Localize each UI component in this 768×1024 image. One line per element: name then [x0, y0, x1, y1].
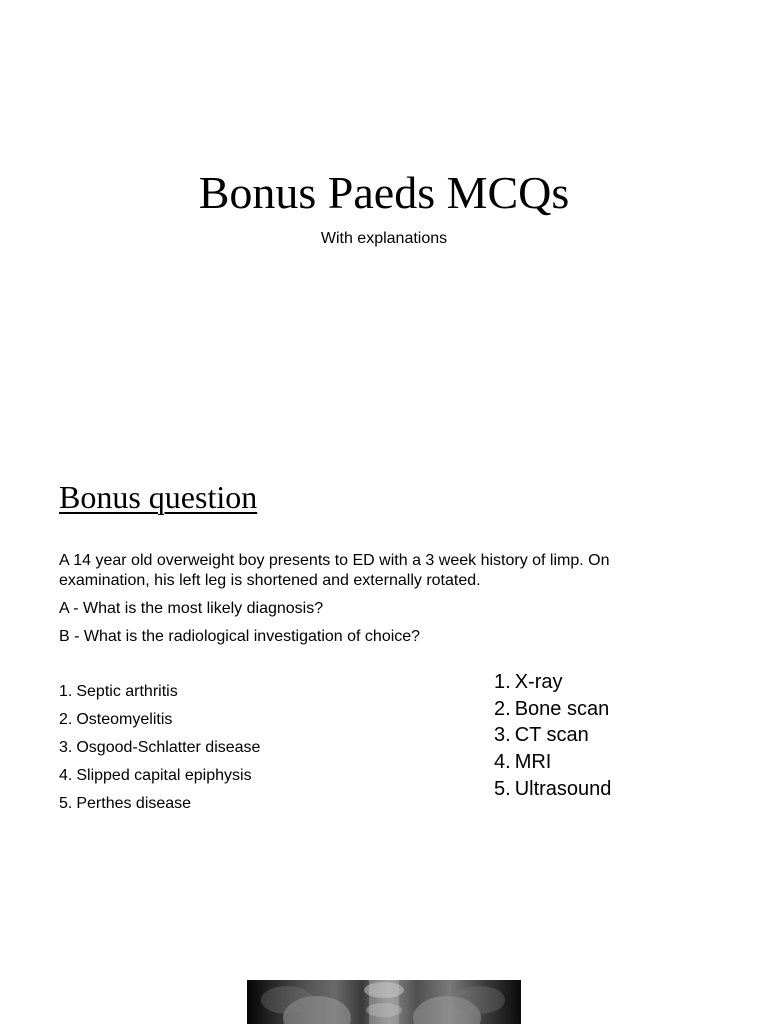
question-heading: Bonus question: [59, 479, 258, 515]
option-number: 3.: [59, 739, 73, 756]
option-number: 3.: [494, 724, 511, 747]
option-label: CT scan: [514, 724, 589, 747]
diagnosis-options-list: [59, 682, 260, 822]
option-number: 4.: [494, 751, 511, 774]
xray-graphic: [247, 980, 521, 1024]
page-subtitle: With explanations: [320, 230, 448, 247]
option-number: 2.: [494, 697, 511, 720]
question-part-b: B - What is the radiological investigation of choice?: [59, 628, 421, 645]
question-part-a: A - What is the most likely diagnosis?: [59, 600, 324, 617]
option-number: 2.: [59, 711, 73, 728]
option-label: X-ray: [514, 671, 563, 693]
pelvis-xray-image: [247, 980, 521, 1024]
option-number: 5.: [494, 777, 511, 800]
option-label: Slipped capital epiphysis: [76, 767, 252, 784]
option-number: 1.: [494, 671, 511, 693]
option-label: Osteomyelitis: [76, 711, 173, 728]
option-label: Ultrasound: [514, 777, 612, 800]
list-item: [494, 777, 611, 804]
list-item: [494, 723, 611, 750]
list-item: [59, 766, 260, 794]
option-label: MRI: [514, 751, 552, 774]
option-number: 4.: [59, 767, 73, 784]
option-label: Osgood-Schlatter disease: [76, 739, 261, 756]
option-label: Perthes disease: [76, 795, 192, 812]
list-item: [59, 682, 260, 710]
list-item: [59, 710, 260, 738]
option-number: 1.: [59, 683, 73, 700]
option-number: 5.: [59, 795, 73, 812]
list-item: [494, 697, 611, 724]
investigation-options-list: [494, 670, 611, 803]
image-slide: [0, 952, 768, 1024]
question-slide: [0, 432, 768, 952]
list-item: [59, 738, 260, 766]
option-label: Bone scan: [514, 697, 610, 720]
page-title: Bonus Paeds MCQs: [198, 167, 570, 218]
list-item: [59, 794, 260, 822]
option-label: Septic arthritis: [76, 683, 178, 700]
list-item: [494, 670, 611, 697]
question-stem: A 14 year old overweight boy presents to ED with a 3 week history of limp. On examination, his left leg is shortened and externally rotated.: [59, 552, 610, 589]
title-slide: [0, 0, 768, 432]
list-item: [494, 750, 611, 777]
